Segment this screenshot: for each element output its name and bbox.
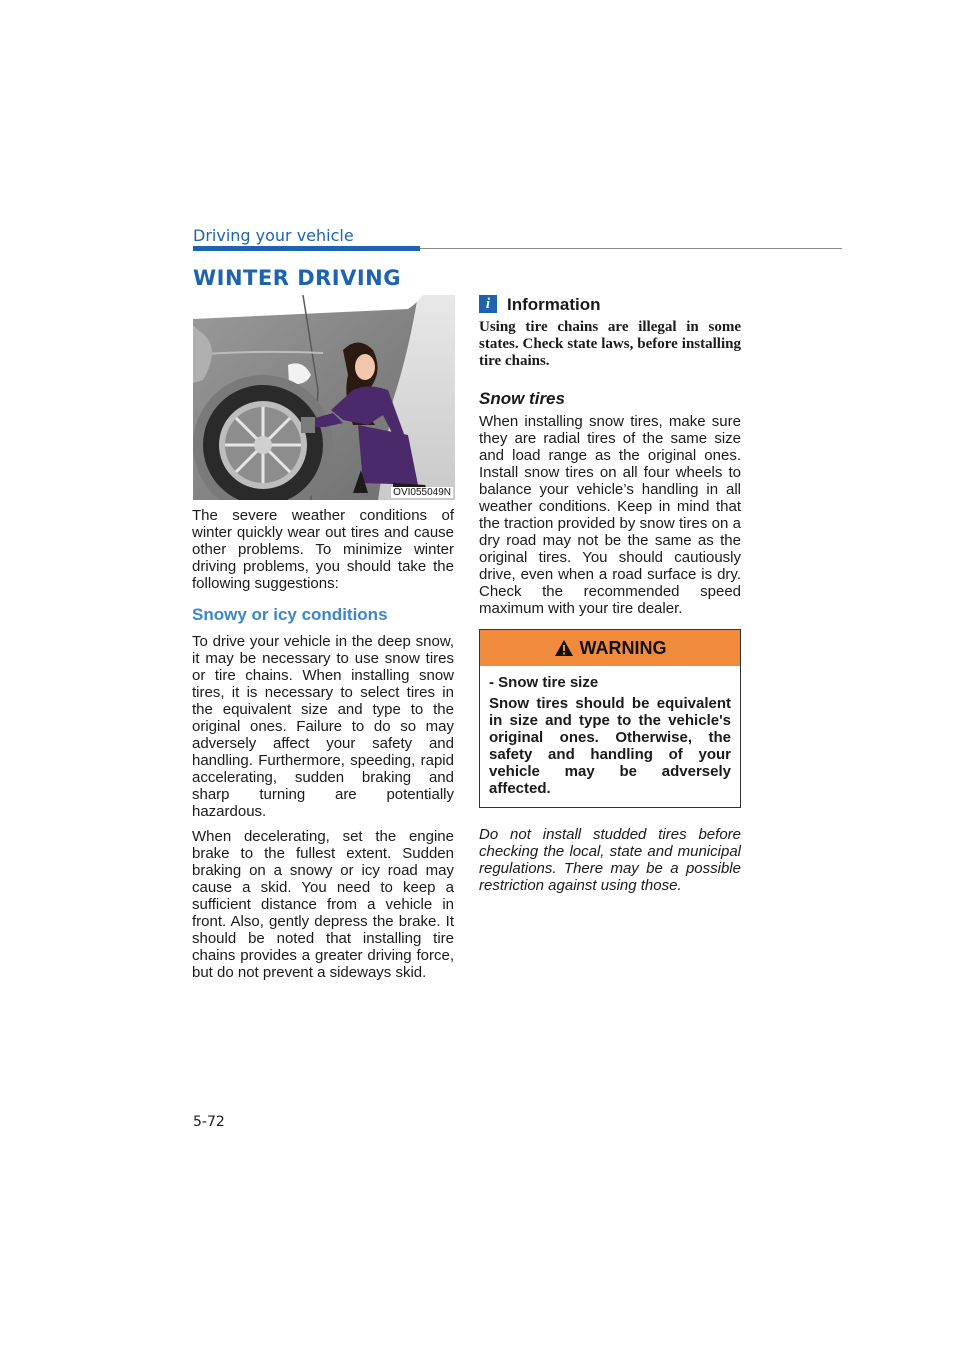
info-icon: i	[479, 295, 497, 313]
snowy-icy-paragraph-1: To drive your vehicle in the deep snow, it may be necessary to use snow tires or tire chains. When installing snow tires, it is necessary to select tires in the equivalent size and type to the original ones. Failure to do so may adversely affect your safety and handling. Furthermore, speeding, rapid accelerating, sudden braking and sharp turning are potentially hazardous.	[192, 633, 454, 820]
warning-body	[480, 666, 740, 807]
information-header	[479, 295, 741, 313]
header-rule-accent	[193, 246, 420, 251]
section-header: Driving your vehicle	[193, 226, 354, 245]
intro-paragraph: The severe weather conditions of winter quickly wear out tires and cause other problems. To minimize winter driving problems, you should take the following suggestions:	[192, 507, 454, 592]
information-label: Information	[507, 294, 601, 314]
illustration-art	[193, 295, 455, 500]
warning-item: - Snow tire size	[489, 674, 599, 691]
warning-box	[479, 629, 741, 808]
winter-tire-illustration	[193, 295, 455, 500]
right-column	[479, 295, 741, 894]
page-title: WINTER DRIVING	[193, 266, 401, 290]
studded-tires-note: Do not install studded tires before checking the local, state and municipal regulations. There may be a possible restriction against using those.	[479, 826, 741, 894]
snow-tires-heading: Snow tires	[479, 389, 565, 408]
left-column	[192, 507, 454, 989]
warning-label: WARNING	[579, 637, 667, 658]
warning-text: Snow tires should be equivalent in size and type to the vehicle's original ones. Otherwise, the safety and handling of your vehicle may be adversely affected.	[489, 695, 731, 797]
header-rule	[420, 248, 842, 249]
figure-code: OVI055049N	[393, 487, 451, 498]
information-text: Using tire chains are illegal in some states. Check state laws, before installing tire chains.	[479, 319, 741, 369]
warning-triangle-icon	[554, 639, 574, 657]
warning-header	[480, 630, 740, 666]
snowy-icy-paragraph-2: When decelerating, set the engine brake to the fullest extent. Sudden braking on a snowy or icy road may cause a skid. You need to keep a sufficient distance from a vehicle in front. Also, gently depress the brake. It should be noted that installing tire chains provides a greater driving force, but do not prevent a sideways skid.	[192, 828, 454, 981]
page-number: 5-72	[193, 1114, 225, 1130]
snow-tires-paragraph: When installing snow tires, make sure they are radial tires of the same size and load range as the original ones. Install snow tires on all four wheels to balance your vehicle’s handling in all weather conditions. Keep in mind that the traction provided by snow tires on a dry road may not be the same as the original tires. You should cautiously drive, even when a road surface is dry. Check the recommended speed maximum with your tire dealer.	[479, 413, 741, 617]
snowy-icy-heading: Snowy or icy conditions	[192, 605, 388, 624]
